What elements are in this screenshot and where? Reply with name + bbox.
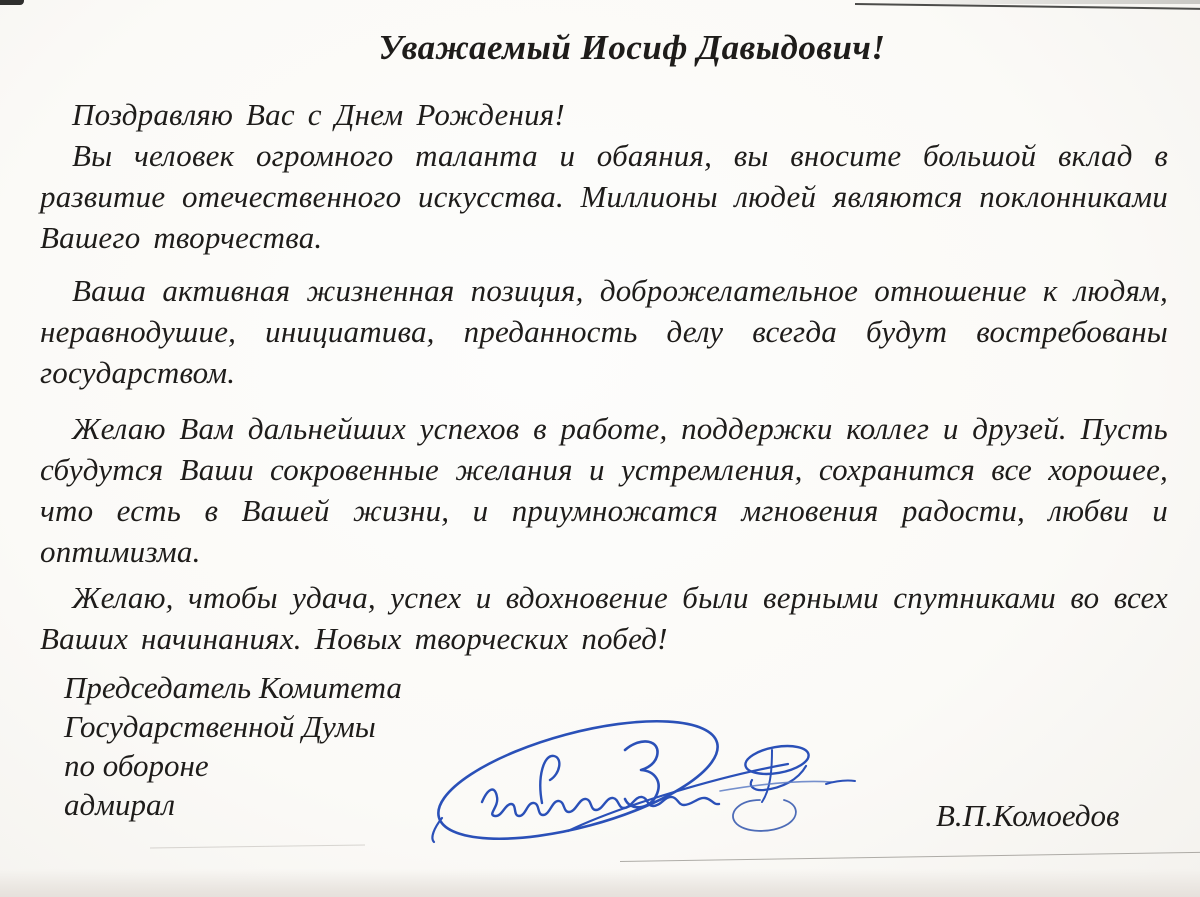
salutation-heading: Уважаемый Иосиф Давыдович! — [378, 28, 886, 67]
paragraph-talent: Вы человек огромного таланта и обаяния, вы вносите большой вклад в развитие отечественного искусства. Миллионы людей являются поклонниками Вашего творчества. — [40, 138, 1168, 255]
paragraph-wishes: Желаю Вам дальнейших успехов в работе, поддержки коллег и друзей. Пусть сбудутся Ваши сокровенные желания и устремления, сохранится все хорошее, что есть в Вашей жизни, и приумножатся мгновения радости, любви и оптимизма. — [40, 411, 1168, 569]
paragraph-greeting: Поздравляю Вас с Днем Рождения! — [72, 97, 565, 132]
signer-title-line: по обороне — [64, 748, 209, 783]
signer-title-line: адмирал — [64, 787, 175, 822]
handwritten-signature-scribble — [420, 688, 880, 868]
letter-body — [40, 26, 1168, 659]
signer-title-block — [64, 668, 402, 824]
paper-crease-left — [150, 844, 365, 848]
signer-title-line: Государственной Думы — [64, 709, 376, 744]
signatory-name: В.П.Комоедов — [936, 798, 1120, 833]
scan-bottom-edge — [0, 869, 1200, 897]
paragraph-luck: Желаю, чтобы удача, успех и вдохновение были верными спутниками во всех Ваших начинаниях. Новых творческих побед! — [40, 580, 1168, 656]
scan-corner-mark — [0, 0, 24, 5]
paragraph-position: Ваша активная жизненная позиция, доброжелательное отношение к людям, неравнодушие, инициатива, преданность делу всегда будут востребованы государством. — [40, 273, 1168, 390]
signer-title-line: Председатель Комитета — [64, 670, 402, 705]
scan-top-edge-line — [855, 3, 1200, 10]
